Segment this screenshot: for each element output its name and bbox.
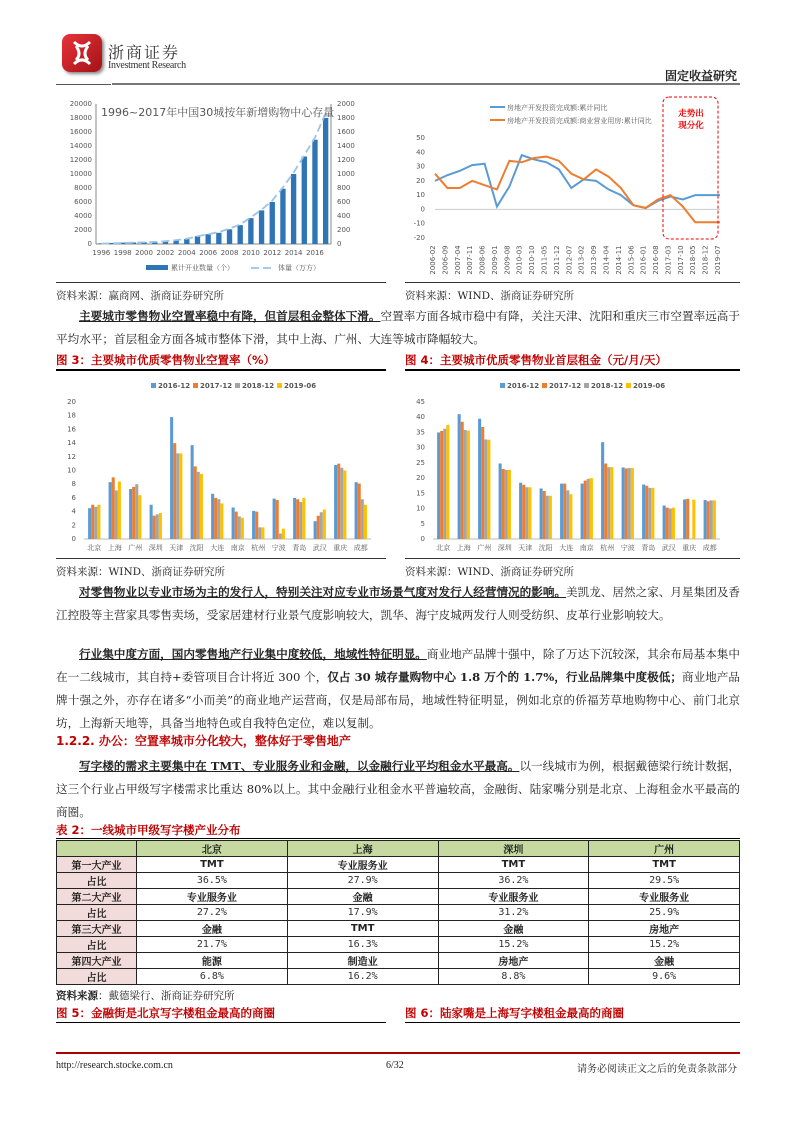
table-header-row xyxy=(57,841,740,857)
industry-cell: 专业服务业 xyxy=(287,857,438,873)
svg-text:20: 20 xyxy=(67,398,76,406)
svg-text:广州: 广州 xyxy=(477,544,492,552)
row-label: 第四大产业 xyxy=(57,953,137,969)
svg-text:2009-08: 2009-08 xyxy=(503,245,512,275)
page-number: 6/32 xyxy=(386,1060,404,1071)
svg-text:4: 4 xyxy=(71,507,76,516)
share-cell: 29.5% xyxy=(589,873,740,889)
row-label: 第二大产业 xyxy=(57,889,137,905)
figure6-title: 图 6：陆家嘴是上海写字楼租金最高的商圈 xyxy=(405,1006,625,1020)
svg-text:体量（万方）: 体量（万方） xyxy=(278,264,320,272)
figure4-chart xyxy=(405,372,740,557)
industry-cell: 专业服务业 xyxy=(438,889,589,905)
svg-text:0: 0 xyxy=(420,535,425,543)
svg-text:2017-10: 2017-10 xyxy=(676,245,685,275)
row-label: 占比 xyxy=(57,873,137,889)
svg-text:天津: 天津 xyxy=(518,544,533,552)
svg-text:武汉: 武汉 xyxy=(661,544,676,552)
industry-cell: 专业服务业 xyxy=(137,889,288,905)
svg-text:重庆: 重庆 xyxy=(682,544,697,552)
paragraph-lead: 主要城市零售物业空置率稳中有降，但首层租金整体下滑。 xyxy=(79,309,381,323)
svg-text:2008-06: 2008-06 xyxy=(478,245,487,275)
industry-cell: 专业服务业 xyxy=(589,889,740,905)
industry-cell: TMT xyxy=(438,857,589,873)
share-cell: 17.9% xyxy=(287,905,438,921)
svg-text:房地产开发投资完成额:累计同比: 房地产开发投资完成额:累计同比 xyxy=(507,104,608,112)
svg-text:6000: 6000 xyxy=(74,198,92,206)
svg-text:2015-06: 2015-06 xyxy=(627,245,636,275)
svg-text:上海: 上海 xyxy=(107,544,122,552)
svg-text:南京: 南京 xyxy=(579,544,594,552)
svg-text:0: 0 xyxy=(87,240,92,248)
svg-text:2016: 2016 xyxy=(306,249,324,257)
svg-text:2000: 2000 xyxy=(135,249,153,257)
share-cell: 25.9% xyxy=(589,905,740,921)
svg-text:30: 30 xyxy=(416,162,425,171)
svg-text:沈阳: 沈阳 xyxy=(538,544,553,552)
paragraph-body-continued: 商业地产品牌十强之外，亦存在诸多“小而美”的商业地产运营商，仅是局部布局，地域性特征明显，例如北京的侨福芳草地购物中心、前门北京坊，上海新天地等，具备当地特色或自我特色定位，难以复制。 xyxy=(56,670,740,730)
svg-text:12000: 12000 xyxy=(69,156,92,164)
svg-text:20: 20 xyxy=(416,176,425,185)
svg-text:广州: 广州 xyxy=(128,544,143,552)
header-divider-short xyxy=(56,84,111,85)
svg-text:2014-04: 2014-04 xyxy=(602,245,611,275)
svg-text:16000: 16000 xyxy=(69,128,92,136)
svg-text:2017-12: 2017-12 xyxy=(549,382,582,390)
table-row xyxy=(57,969,740,985)
svg-text:800: 800 xyxy=(337,184,351,192)
svg-text:1996~2017年中国30城按年新增购物中心存量: 1996~2017年中国30城按年新增购物中心存量 xyxy=(101,106,335,119)
svg-text:2017-03: 2017-03 xyxy=(664,245,673,275)
industry-cell: 房地产 xyxy=(589,921,740,937)
svg-text:成都: 成都 xyxy=(702,544,717,552)
svg-text:深圳: 深圳 xyxy=(148,544,163,552)
svg-text:青岛: 青岛 xyxy=(641,544,656,552)
industry-cell: 金融 xyxy=(287,889,438,905)
svg-text:2009-01: 2009-01 xyxy=(490,245,499,275)
paragraph-body: 空置率方面各城市稳中有降，关注天津、沈阳和重庆三市空置率远高于平均水平；首层租金方面各城市整体下滑，其中上海、广州、大连等城市降幅较大。 xyxy=(56,309,740,346)
table-row xyxy=(57,953,740,969)
svg-text:18: 18 xyxy=(67,411,76,420)
share-cell: 15.2% xyxy=(589,937,740,953)
svg-text:2019-06: 2019-06 xyxy=(633,382,666,390)
paragraph-body: 美凯龙、居然之家、月星集团及香江控股等主营家具零售卖场，受家居建材行业景气度影响较大，凯华、海宁皮城两发行人则受纺织、皮革行业影响较大。 xyxy=(56,585,740,622)
svg-text:成都: 成都 xyxy=(353,544,368,552)
svg-text:2016-12: 2016-12 xyxy=(507,382,540,390)
paragraph-office-demand xyxy=(56,755,740,824)
share-cell: 16.2% xyxy=(287,969,438,985)
figure5-title: 图 5：金融街是北京写字楼租金最高的商圈 xyxy=(56,1006,276,1020)
table-header-cell: 上海 xyxy=(287,841,438,857)
svg-text:宁波: 宁波 xyxy=(620,544,635,552)
paragraph-concentration xyxy=(56,643,740,735)
svg-text:2013-09: 2013-09 xyxy=(590,245,599,275)
svg-text:20: 20 xyxy=(416,474,425,483)
svg-text:上海: 上海 xyxy=(456,544,471,552)
industry-cell: TMT xyxy=(589,857,740,873)
svg-text:走势出: 走势出 xyxy=(678,109,704,119)
footer-disclaimer: 请务必阅读正文之后的免责条款部分 xyxy=(577,1064,737,1075)
table-row xyxy=(57,921,740,937)
figure1-chart xyxy=(56,92,386,282)
paragraph-body: 以一线城市为例，根据戴德梁行统计数据，这三个行业占甲级写字楼需求比重达 80%以上。其中金融行业租金水平普遍较高，金融街、陆家嘴分别是北京、上海租金水平最高的商圈。 xyxy=(56,759,740,819)
figure3-chart xyxy=(56,372,386,557)
svg-text:天津: 天津 xyxy=(169,544,184,552)
svg-text:2000: 2000 xyxy=(74,226,92,234)
svg-text:0: 0 xyxy=(71,535,76,543)
svg-text:青岛: 青岛 xyxy=(292,544,307,552)
share-cell: 8.8% xyxy=(438,969,589,985)
brand-name-en: Investment Research xyxy=(108,60,186,71)
svg-text:2016-12: 2016-12 xyxy=(158,382,191,390)
svg-text:1200: 1200 xyxy=(337,156,355,164)
svg-text:杭州: 杭州 xyxy=(251,544,266,552)
svg-text:2019-06: 2019-06 xyxy=(284,382,317,390)
svg-text:6: 6 xyxy=(71,493,76,502)
share-cell: 16.3% xyxy=(287,937,438,953)
svg-text:累计开业数量（个）: 累计开业数量（个） xyxy=(171,264,234,272)
industry-cell: 金融 xyxy=(438,921,589,937)
report-category: 固定收益研究 xyxy=(664,69,737,83)
svg-text:1998: 1998 xyxy=(113,249,132,257)
share-cell: 27.2% xyxy=(137,905,288,921)
svg-text:2014-11: 2014-11 xyxy=(614,245,623,275)
svg-text:大连: 大连 xyxy=(210,544,225,552)
svg-text:1600: 1600 xyxy=(337,128,355,136)
office-industry-table xyxy=(56,840,740,985)
industry-cell: 制造业 xyxy=(287,953,438,969)
industry-cell: 能源 xyxy=(137,953,288,969)
brand-name-cn: 浙商证券 xyxy=(108,43,181,62)
svg-text:2010: 2010 xyxy=(241,249,260,257)
figure2-rule xyxy=(405,282,740,283)
svg-text:8: 8 xyxy=(71,480,76,489)
svg-text:-20: -20 xyxy=(413,234,425,242)
svg-text:2004: 2004 xyxy=(177,249,196,257)
row-label: 占比 xyxy=(57,937,137,953)
svg-text:2006: 2006 xyxy=(199,249,218,257)
svg-text:400: 400 xyxy=(337,212,351,220)
svg-text:2002: 2002 xyxy=(156,249,175,257)
section-heading: 1.2.2. 办公：空置率城市分化较大，整体好于零售地产 xyxy=(56,734,351,748)
svg-text:现分化: 现分化 xyxy=(678,121,704,131)
footer-divider xyxy=(56,1052,740,1054)
share-cell: 15.2% xyxy=(438,937,589,953)
svg-text:40: 40 xyxy=(416,413,425,422)
svg-text:2000: 2000 xyxy=(337,100,355,108)
figure3-bottom-rule xyxy=(56,558,386,559)
row-label: 占比 xyxy=(57,905,137,921)
svg-text:35: 35 xyxy=(416,428,425,437)
svg-text:15: 15 xyxy=(416,489,425,498)
svg-text:北京: 北京 xyxy=(436,544,451,552)
svg-text:20000: 20000 xyxy=(69,100,92,108)
svg-text:10: 10 xyxy=(67,466,76,475)
figure5-rule xyxy=(56,1022,386,1023)
share-cell: 31.2% xyxy=(438,905,589,921)
table-row xyxy=(57,873,740,889)
svg-text:10000: 10000 xyxy=(69,170,92,178)
svg-text:0: 0 xyxy=(420,205,425,214)
figure1-rule xyxy=(56,282,386,283)
svg-text:2008: 2008 xyxy=(220,249,239,257)
svg-text:2018-05: 2018-05 xyxy=(689,245,698,275)
paragraph-lead: 行业集中度方面，国内零售地产行业集中度较低，地域性特征明显。 xyxy=(79,647,427,661)
svg-text:重庆: 重庆 xyxy=(333,544,348,552)
svg-text:200: 200 xyxy=(337,226,351,234)
svg-text:2011-05: 2011-05 xyxy=(540,245,549,275)
svg-text:2: 2 xyxy=(71,521,76,530)
table-header-cell xyxy=(57,841,137,857)
svg-text:0: 0 xyxy=(337,240,342,248)
svg-text:2018-12: 2018-12 xyxy=(701,245,710,275)
table2-top-rule xyxy=(56,838,740,839)
share-cell: 27.9% xyxy=(287,873,438,889)
svg-text:30: 30 xyxy=(416,443,425,452)
svg-text:2010-03: 2010-03 xyxy=(515,245,524,275)
svg-text:50: 50 xyxy=(416,134,425,142)
svg-text:2018-12: 2018-12 xyxy=(242,382,275,390)
svg-text:2013-02: 2013-02 xyxy=(577,245,586,275)
figure4-bottom-rule xyxy=(405,558,740,559)
svg-text:1400: 1400 xyxy=(337,142,355,150)
paragraph-vacancy xyxy=(56,305,740,351)
svg-text:沈阳: 沈阳 xyxy=(189,544,204,552)
share-cell: 36.5% xyxy=(137,873,288,889)
svg-text:1996: 1996 xyxy=(92,249,111,257)
svg-text:宁波: 宁波 xyxy=(271,544,286,552)
svg-text:南京: 南京 xyxy=(230,544,245,552)
svg-text:2019-07: 2019-07 xyxy=(714,245,722,275)
industry-cell: 金融 xyxy=(137,921,288,937)
industry-cell: 金融 xyxy=(589,953,740,969)
svg-text:2017-12: 2017-12 xyxy=(200,382,233,390)
svg-text:房地产开发投资完成额:商业营业用房:累计同比: 房地产开发投资完成额:商业营业用房:累计同比 xyxy=(507,117,652,125)
paragraph-lead: 对零售物业以专业市场为主的发行人，特别关注对应专业市场景气度对发行人经营情况的影响。 xyxy=(79,585,567,599)
figure1-source: 资料来源：赢商网、浙商证券研究所 xyxy=(56,290,224,302)
svg-text:25: 25 xyxy=(416,458,425,467)
table-row xyxy=(57,905,740,921)
share-cell: 9.6% xyxy=(589,969,740,985)
svg-text:大连: 大连 xyxy=(559,544,574,552)
header-divider xyxy=(112,83,740,85)
share-cell: 36.2% xyxy=(438,873,589,889)
figure3-title: 图 3：主要城市优质零售物业空置率（%） xyxy=(56,353,276,367)
share-cell: 21.7% xyxy=(137,937,288,953)
svg-text:18000: 18000 xyxy=(69,114,92,122)
row-label: 第三大产业 xyxy=(57,921,137,937)
source-text: ：戴德梁行、浙商证券研究所 xyxy=(98,990,235,1002)
svg-text:14: 14 xyxy=(67,439,76,448)
table-header-cell: 深圳 xyxy=(438,841,589,857)
table2-source xyxy=(56,988,235,1003)
svg-text:12: 12 xyxy=(67,452,76,461)
industry-cell: TMT xyxy=(287,921,438,937)
row-label: 占比 xyxy=(57,969,137,985)
svg-text:2007-04: 2007-04 xyxy=(453,245,462,275)
figure4-title: 图 4：主要城市优质零售物业首层租金（元/月/天） xyxy=(405,353,667,367)
source-label: 资料来源 xyxy=(56,990,98,1002)
svg-text:北京: 北京 xyxy=(87,544,102,552)
svg-text:杭州: 杭州 xyxy=(600,544,615,552)
svg-text:4000: 4000 xyxy=(74,212,92,220)
figure6-rule xyxy=(405,1022,740,1023)
svg-text:-10: -10 xyxy=(413,219,425,228)
svg-text:8000: 8000 xyxy=(74,184,92,192)
industry-cell: TMT xyxy=(137,857,288,873)
svg-text:2016-08: 2016-08 xyxy=(652,245,661,275)
figure2-chart xyxy=(405,92,740,282)
figure2-source: 资料来源：WIND、浙商证券研究所 xyxy=(405,290,575,302)
svg-text:600: 600 xyxy=(337,198,351,206)
svg-text:2014: 2014 xyxy=(284,249,303,257)
svg-text:2012-07: 2012-07 xyxy=(565,245,574,275)
share-cell: 6.8% xyxy=(137,969,288,985)
figure3-top-rule xyxy=(56,369,386,371)
table-row xyxy=(57,937,740,953)
svg-text:2012: 2012 xyxy=(263,249,282,257)
svg-text:1800: 1800 xyxy=(337,114,355,122)
svg-text:2006-02: 2006-02 xyxy=(429,245,437,275)
svg-text:2010-10: 2010-10 xyxy=(528,245,537,275)
table-row xyxy=(57,889,740,905)
svg-text:16: 16 xyxy=(67,425,76,434)
svg-text:1000: 1000 xyxy=(337,170,355,178)
figure4-source: 资料来源：WIND、浙商证券研究所 xyxy=(405,566,575,578)
svg-text:武汉: 武汉 xyxy=(312,544,327,552)
paragraph-specialized-markets xyxy=(56,581,740,627)
svg-text:2018-12: 2018-12 xyxy=(591,382,624,390)
svg-text:10: 10 xyxy=(416,191,425,200)
footer-url[interactable]: http://research.stocke.com.cn xyxy=(56,1060,173,1071)
svg-text:40: 40 xyxy=(416,148,425,157)
paragraph-body: 商业地产品牌十强中，除了万达下沉较深，其余布局基本集中在一二线城市，其自持+委管项目合计将近 300 个， xyxy=(56,647,740,684)
table-row xyxy=(57,857,740,873)
company-logo xyxy=(62,34,102,72)
figure4-top-rule xyxy=(405,369,740,371)
svg-text:5: 5 xyxy=(420,519,425,528)
svg-text:14000: 14000 xyxy=(69,142,92,150)
svg-text:10: 10 xyxy=(416,504,425,513)
row-label: 第一大产业 xyxy=(57,857,137,873)
svg-text:2006-09: 2006-09 xyxy=(441,245,450,275)
svg-text:2007-11: 2007-11 xyxy=(466,245,475,275)
svg-text:2011-12: 2011-12 xyxy=(552,245,561,275)
table-header-cell: 北京 xyxy=(137,841,288,857)
paragraph-emphasis: 仅占 30 城存量购物中心 1.8 万个的 1.7%，行业品牌集中度极低； xyxy=(327,670,682,684)
logo-icon xyxy=(62,34,102,72)
figure3-source: 资料来源：WIND、浙商证券研究所 xyxy=(56,566,226,578)
table2-title: 表 2：一线城市甲级写字楼产业分布 xyxy=(56,823,241,837)
svg-text:45: 45 xyxy=(416,398,425,406)
svg-text:2016-01: 2016-01 xyxy=(639,245,648,275)
table-header-cell: 广州 xyxy=(589,841,740,857)
industry-cell: 房地产 xyxy=(438,953,589,969)
paragraph-lead: 写字楼的需求主要集中在 TMT、专业服务业和金融，以金融行业平均租金水平最高。 xyxy=(79,759,520,773)
svg-text:深圳: 深圳 xyxy=(497,544,512,552)
